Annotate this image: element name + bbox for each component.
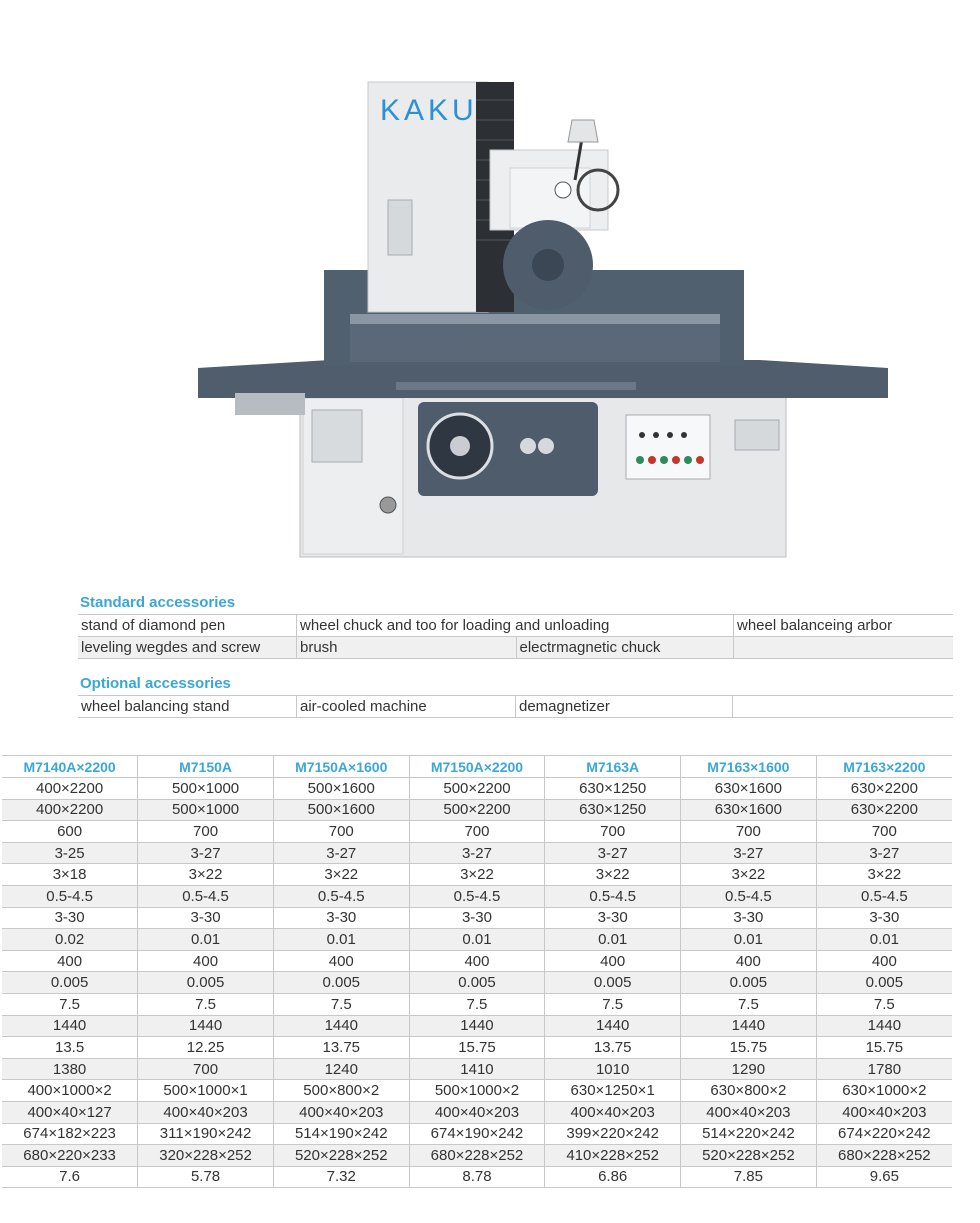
table-row — [2, 1080, 952, 1102]
spec-cell: 7.5 — [545, 993, 681, 1015]
spec-cell: 700 — [138, 821, 274, 843]
spec-cell: 0.5-4.5 — [545, 885, 681, 907]
spec-cell: 7.5 — [409, 993, 545, 1015]
spec-cell: 500×1600 — [273, 778, 409, 800]
spec-cell: 7.6 — [2, 1166, 138, 1188]
spec-cell: 1290 — [681, 1058, 817, 1080]
red-button-icon — [696, 456, 704, 464]
green-button-icon — [660, 456, 668, 464]
spec-cell: 320×228×252 — [138, 1145, 274, 1167]
spec-cell: 0.01 — [816, 929, 952, 951]
spec-cell: 13.75 — [273, 1037, 409, 1059]
spec-cell: 9.65 — [816, 1166, 952, 1188]
model-column-header: M7140A×2200 — [2, 756, 138, 778]
spec-cell: 0.005 — [273, 972, 409, 994]
spec-cell: 3-25 — [2, 842, 138, 864]
spec-cell: 630×1250 — [545, 778, 681, 800]
spec-cell: 630×1600 — [681, 799, 817, 821]
table-row — [2, 950, 952, 972]
spec-cell: 700 — [273, 821, 409, 843]
spec-cell: 520×228×252 — [681, 1145, 817, 1167]
brand-logo: KAKU — [380, 94, 478, 127]
spec-cell: 399×220×242 — [545, 1123, 681, 1145]
spec-cell: 630×1250×1 — [545, 1080, 681, 1102]
table-row — [2, 972, 952, 994]
spec-cell: 514×190×242 — [273, 1123, 409, 1145]
spec-cell: 700 — [545, 821, 681, 843]
spec-cell: 500×1000×2 — [409, 1080, 545, 1102]
spec-cell: 400×40×203 — [681, 1101, 817, 1123]
spec-cell: 3×22 — [138, 864, 274, 886]
knob-icon — [538, 438, 554, 454]
spec-cell: 0.01 — [273, 929, 409, 951]
table-row — [78, 696, 953, 718]
accessory-cell: air-cooled machine — [297, 696, 516, 718]
spec-cell: 1240 — [273, 1058, 409, 1080]
spec-cell: 1440 — [681, 1015, 817, 1037]
spec-cell: 7.85 — [681, 1166, 817, 1188]
spec-cell: 3-27 — [273, 842, 409, 864]
work-lamp — [568, 120, 598, 142]
spec-cell: 3-30 — [681, 907, 817, 929]
accessory-cell: wheel balanceing arbor — [734, 615, 954, 637]
chuck-face — [350, 324, 720, 362]
accessory-cell: wheel balancing stand — [78, 696, 297, 718]
model-column-header: M7150A×1600 — [273, 756, 409, 778]
spec-cell: 500×800×2 — [273, 1080, 409, 1102]
specification-table — [2, 755, 952, 1188]
spec-cell: 400×40×203 — [273, 1101, 409, 1123]
spec-cell: 0.01 — [545, 929, 681, 951]
spec-cell: 400 — [816, 950, 952, 972]
table-row — [2, 1015, 952, 1037]
spec-cell: 630×2200 — [816, 778, 952, 800]
spec-cell: 680×220×233 — [2, 1145, 138, 1167]
spec-cell: 0.005 — [138, 972, 274, 994]
table-row — [78, 615, 953, 637]
spec-cell: 1440 — [545, 1015, 681, 1037]
spec-cell: 0.5-4.5 — [2, 885, 138, 907]
spec-cell: 500×1000 — [138, 778, 274, 800]
spec-cell: 13.75 — [545, 1037, 681, 1059]
spec-cell: 1410 — [409, 1058, 545, 1080]
spec-cell: 7.5 — [681, 993, 817, 1015]
spec-cell: 15.75 — [409, 1037, 545, 1059]
spec-cell: 0.5-4.5 — [409, 885, 545, 907]
spec-cell: 1440 — [2, 1015, 138, 1037]
spec-cell: 630×1600 — [681, 778, 817, 800]
spec-cell: 3-30 — [2, 907, 138, 929]
gauge-icon — [555, 182, 571, 198]
spec-cell: 0.01 — [681, 929, 817, 951]
spec-cell: 3-30 — [545, 907, 681, 929]
spec-cell: 400 — [681, 950, 817, 972]
spec-cell: 3-30 — [409, 907, 545, 929]
column-label — [388, 200, 412, 255]
spec-cell: 520×228×252 — [273, 1145, 409, 1167]
spec-cell: 400 — [409, 950, 545, 972]
accessory-cell: leveling wegdes and screw — [78, 637, 297, 659]
table-row — [2, 1037, 952, 1059]
spec-cell: 3×22 — [409, 864, 545, 886]
spec-cell: 1380 — [2, 1058, 138, 1080]
table-row — [78, 637, 953, 659]
red-button-icon — [648, 456, 656, 464]
spec-cell: 400×40×127 — [2, 1101, 138, 1123]
control-panel — [626, 415, 710, 479]
spec-cell: 3-30 — [816, 907, 952, 929]
work-table — [198, 360, 888, 398]
spec-cell: 5.78 — [138, 1166, 274, 1188]
spec-cell: 7.5 — [138, 993, 274, 1015]
table-row — [2, 1101, 952, 1123]
table-row — [2, 778, 952, 800]
spec-cell: 0.005 — [681, 972, 817, 994]
spec-cell: 1440 — [816, 1015, 952, 1037]
spec-cell: 3-27 — [816, 842, 952, 864]
spec-cell: 400 — [545, 950, 681, 972]
spec-cell: 500×1000 — [138, 799, 274, 821]
spec-cell: 1440 — [409, 1015, 545, 1037]
accessory-cell: stand of diamond pen — [78, 615, 297, 637]
spec-cell: 400 — [273, 950, 409, 972]
info-plate — [312, 410, 362, 462]
button-icon — [653, 432, 659, 438]
spec-cell: 514×220×242 — [681, 1123, 817, 1145]
spec-cell: 15.75 — [681, 1037, 817, 1059]
spec-cell: 500×2200 — [409, 778, 545, 800]
spec-cell: 8.78 — [409, 1166, 545, 1188]
spec-cell: 500×2200 — [409, 799, 545, 821]
spec-cell: 7.5 — [2, 993, 138, 1015]
table-row — [2, 821, 952, 843]
spec-cell: 410×228×252 — [545, 1145, 681, 1167]
spec-cell: 311×190×242 — [138, 1123, 274, 1145]
spec-cell: 700 — [409, 821, 545, 843]
wheel-hub — [532, 249, 564, 281]
spec-cell: 1780 — [816, 1058, 952, 1080]
head-carriage — [510, 168, 590, 228]
spec-cell: 0.5-4.5 — [816, 885, 952, 907]
spec-cell: 0.01 — [409, 929, 545, 951]
model-column-header: M7150A — [138, 756, 274, 778]
surface-grinder-image — [0, 0, 980, 570]
spec-cell: 1440 — [273, 1015, 409, 1037]
spec-cell: 3-27 — [409, 842, 545, 864]
spec-cell: 400 — [138, 950, 274, 972]
spec-cell: 400×40×203 — [545, 1101, 681, 1123]
spec-cell: 400×40×203 — [409, 1101, 545, 1123]
spec-cell: 7.5 — [816, 993, 952, 1015]
optional-accessories-title: Optional accessories — [80, 675, 231, 692]
spec-cell: 700 — [816, 821, 952, 843]
table-row — [2, 799, 952, 821]
spec-cell: 400×1000×2 — [2, 1080, 138, 1102]
table-row — [2, 929, 952, 951]
spec-cell: 630×1250 — [545, 799, 681, 821]
spec-cell: 7.32 — [273, 1166, 409, 1188]
table-rail — [396, 382, 636, 390]
standard-accessories-table — [78, 614, 953, 659]
table-row — [2, 842, 952, 864]
spec-cell: 400×40×203 — [816, 1101, 952, 1123]
button-icon — [667, 432, 673, 438]
spec-cell: 0.01 — [138, 929, 274, 951]
optional-accessories-table — [78, 695, 953, 718]
spec-cell: 500×1000×1 — [138, 1080, 274, 1102]
left-end-stop — [235, 393, 305, 415]
model-column-header: M7163×2200 — [816, 756, 952, 778]
table-row — [2, 907, 952, 929]
spec-cell: 680×228×252 — [409, 1145, 545, 1167]
spec-cell: 0.02 — [2, 929, 138, 951]
table-row — [2, 1145, 952, 1167]
table-row — [2, 885, 952, 907]
spec-cell: 0.005 — [545, 972, 681, 994]
spec-cell: 3-30 — [273, 907, 409, 929]
spec-cell: 3×18 — [2, 864, 138, 886]
accessory-cell: brush — [297, 637, 517, 659]
accessory-cell: demagnetizer — [516, 696, 733, 718]
green-button-icon — [684, 456, 692, 464]
spec-cell: 0.5-4.5 — [138, 885, 274, 907]
model-column-header: M7163A — [545, 756, 681, 778]
table-row — [2, 1123, 952, 1145]
spec-cell: 400×2200 — [2, 799, 138, 821]
spec-cell: 680×228×252 — [816, 1145, 952, 1167]
spec-cell: 0.5-4.5 — [273, 885, 409, 907]
spec-cell: 15.75 — [816, 1037, 952, 1059]
spec-cell: 1440 — [138, 1015, 274, 1037]
spec-cell: 6.86 — [545, 1166, 681, 1188]
spec-cell: 630×800×2 — [681, 1080, 817, 1102]
spec-cell: 12.25 — [138, 1037, 274, 1059]
coolant-outlet — [380, 497, 396, 513]
standard-accessories-title: Standard accessories — [80, 594, 236, 611]
spec-cell: 630×1000×2 — [816, 1080, 952, 1102]
spec-cell: 674×190×242 — [409, 1123, 545, 1145]
table-row — [2, 1166, 952, 1188]
accessory-cell — [733, 696, 954, 718]
spec-cell: 3×22 — [681, 864, 817, 886]
spec-cell: 3-27 — [545, 842, 681, 864]
spec-cell: 0.5-4.5 — [681, 885, 817, 907]
knob-icon — [520, 438, 536, 454]
model-column-header: M7163×1600 — [681, 756, 817, 778]
accessory-cell: electrmagnetic chuck — [516, 637, 734, 659]
spec-cell: 400×40×203 — [138, 1101, 274, 1123]
accessory-cell: wheel chuck and too for loading and unloading — [297, 615, 734, 637]
spec-cell: 630×2200 — [816, 799, 952, 821]
table-row — [2, 1058, 952, 1080]
table-row — [2, 993, 952, 1015]
model-column-header: M7150A×2200 — [409, 756, 545, 778]
spec-cell: 3-27 — [681, 842, 817, 864]
spec-cell: 3×22 — [816, 864, 952, 886]
red-button-icon — [672, 456, 680, 464]
spec-cell: 3×22 — [545, 864, 681, 886]
spec-cell: 400×2200 — [2, 778, 138, 800]
spec-cell: 600 — [2, 821, 138, 843]
spec-cell: 1010 — [545, 1058, 681, 1080]
spec-cell: 0.005 — [816, 972, 952, 994]
spec-cell: 7.5 — [273, 993, 409, 1015]
table-header-row — [2, 756, 952, 778]
button-icon — [681, 432, 687, 438]
spec-cell: 700 — [681, 821, 817, 843]
spec-cell: 500×1600 — [273, 799, 409, 821]
spec-cell: 3-27 — [138, 842, 274, 864]
spec-cell: 3-30 — [138, 907, 274, 929]
spec-cell: 674×182×223 — [2, 1123, 138, 1145]
nameplate — [735, 420, 779, 450]
accessory-cell — [734, 637, 954, 659]
chuck-top — [350, 314, 720, 324]
table-row — [2, 864, 952, 886]
spec-cell: 3×22 — [273, 864, 409, 886]
spec-cell: 674×220×242 — [816, 1123, 952, 1145]
spec-cell: 0.005 — [409, 972, 545, 994]
button-icon — [639, 432, 645, 438]
green-button-icon — [636, 456, 644, 464]
spec-cell: 400 — [2, 950, 138, 972]
spec-cell: 0.005 — [2, 972, 138, 994]
spec-cell: 13.5 — [2, 1037, 138, 1059]
spec-cell: 700 — [138, 1058, 274, 1080]
